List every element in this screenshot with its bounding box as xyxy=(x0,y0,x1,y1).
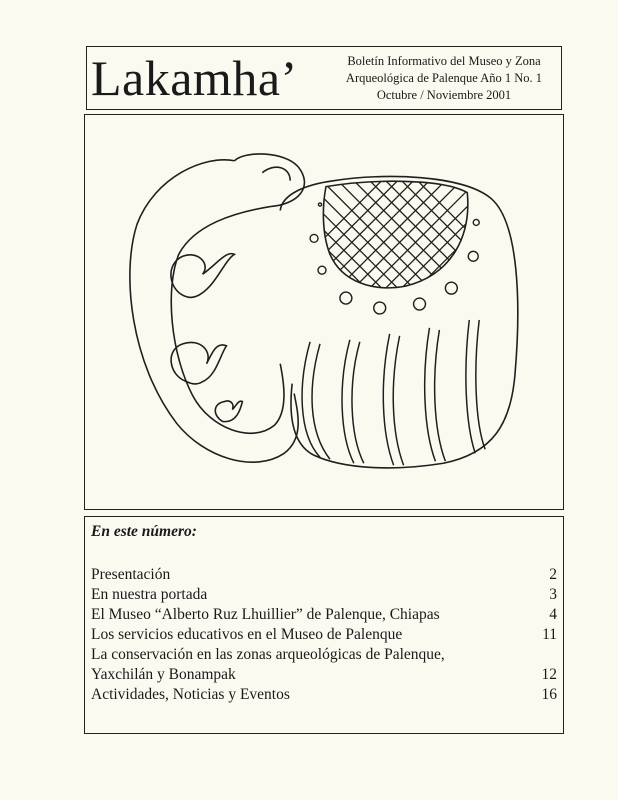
toc-entry xyxy=(91,645,557,665)
subtitle-line: Boletín Informativo del Museo y Zona xyxy=(347,54,541,68)
glyph-head-bulb xyxy=(234,154,304,207)
toc-entry xyxy=(91,605,557,625)
toc-entry-page: 2 xyxy=(549,566,557,583)
toc-list xyxy=(91,565,557,705)
toc-entry xyxy=(91,625,557,645)
table-of-contents xyxy=(84,516,564,734)
toc-heading: En este número: xyxy=(91,523,197,540)
toc-entry-page: 16 xyxy=(541,686,557,703)
subtitle-line: Octubre / Noviembre 2001 xyxy=(376,88,512,102)
glyph-ribs xyxy=(302,320,485,465)
subtitle-line: Arqueológica de Palenque Año 1 No. 1 xyxy=(345,71,543,85)
toc-entry xyxy=(91,585,557,605)
toc-entry-title: Actividades, Noticias y Eventos xyxy=(91,686,290,703)
toc-entry-title: El Museo “Alberto Ruz Lhuillier” de Palenque, Chiapas xyxy=(91,606,440,623)
glyph-crosshatch xyxy=(252,175,541,304)
toc-entry-page: 11 xyxy=(542,626,557,643)
toc-entry-page: 12 xyxy=(541,666,557,683)
toc-entry xyxy=(91,665,557,685)
toc-entry-page: 4 xyxy=(549,606,557,623)
glyph-outer-outline xyxy=(130,160,298,462)
glyph-spiral xyxy=(171,254,235,298)
maya-glyph-illustration xyxy=(85,115,563,509)
newsletter-subtitle xyxy=(327,53,561,104)
toc-entry-title: La conservación en las zonas arqueológicas de Palenque, xyxy=(91,646,445,663)
newsletter-title: Lakamha’ xyxy=(91,50,298,106)
toc-entry-page: 3 xyxy=(549,586,557,603)
toc-entry xyxy=(91,565,557,585)
toc-entry xyxy=(91,685,557,705)
glyph-inner-outline xyxy=(171,207,284,434)
cover-illustration xyxy=(84,114,564,510)
toc-entry-title: En nuestra portada xyxy=(91,586,208,603)
toc-entry-title: Los servicios educativos en el Museo de Palenque xyxy=(91,626,403,643)
toc-entry-title: Presentación xyxy=(91,566,171,583)
toc-entry-title: Yaxchilán y Bonampak xyxy=(91,666,236,683)
glyph-spiral xyxy=(215,401,242,422)
glyph-body-outline xyxy=(280,176,518,467)
masthead xyxy=(86,46,562,110)
toc-entry-page xyxy=(517,645,557,665)
